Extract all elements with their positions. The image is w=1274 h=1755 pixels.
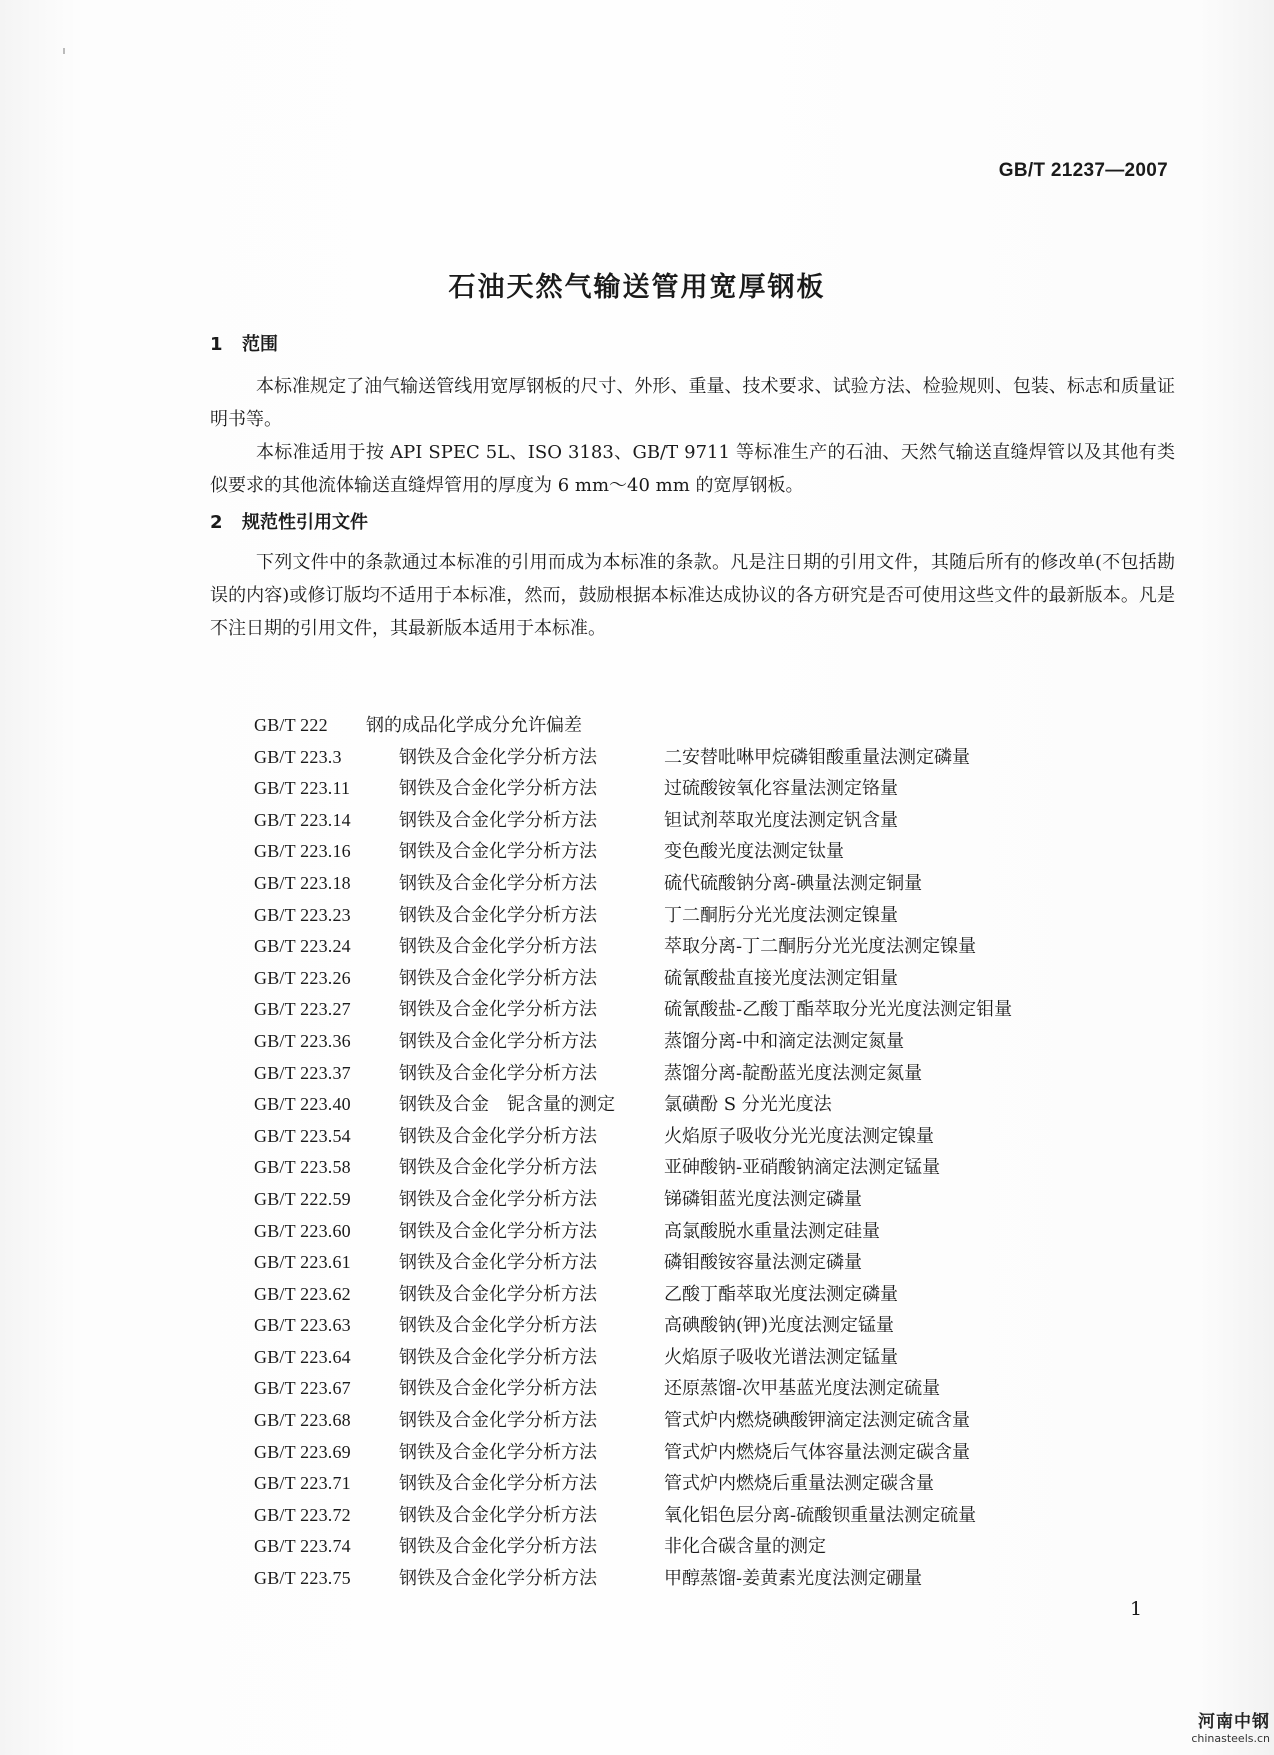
- reference-code: GB/T 223.18: [254, 872, 351, 893]
- section-1-paragraph-1: 本标准规定了油气输送管线用宽厚钢板的尺寸、外形、重量、技术要求、试验方法、检验规则、包装、标志和质量证明书等。: [210, 376, 1175, 430]
- standard-code-header: GB/T 21237—2007: [998, 160, 1168, 181]
- reference-code: GB/T 223.63: [254, 1315, 351, 1336]
- reference-code: GB/T 223.27: [254, 999, 351, 1020]
- reference-title: 硫氰酸盐-乙酸丁酯萃取分光光度法测定钼量: [664, 999, 1013, 1021]
- reference-series: 钢铁及合金化学分析方法: [399, 967, 597, 989]
- reference-item: [254, 1310, 1134, 1342]
- reference-title: 萃取分离-丁二酮肟分光光度法测定镍量: [664, 936, 977, 958]
- reference-item: [254, 1342, 1134, 1374]
- reference-code: GB/T 223.62: [254, 1283, 351, 1304]
- watermark-brand: 河南中钢: [1198, 1712, 1270, 1732]
- reference-code: GB/T 223.72: [254, 1504, 351, 1525]
- reference-title: 管式炉内燃烧后气体容量法测定碳含量: [664, 1441, 970, 1463]
- reference-series: 钢铁及合金化学分析方法: [399, 809, 597, 831]
- reference-code: GB/T 223.58: [254, 1157, 351, 1178]
- reference-item: [254, 1279, 1134, 1311]
- reference-code: GB/T 223.69: [254, 1441, 351, 1462]
- reference-item: [254, 1500, 1134, 1532]
- reference-item: [254, 773, 1134, 805]
- watermark-logo: [1152, 1712, 1270, 1746]
- reference-title: 过硫酸铵氧化容量法测定铬量: [664, 778, 898, 800]
- reference-series: 钢铁及合金化学分析方法: [399, 1125, 597, 1147]
- reference-item: [254, 1247, 1134, 1279]
- reference-series: 钢铁及合金化学分析方法: [399, 1252, 597, 1274]
- section-1-heading: [210, 330, 278, 356]
- reference-item: [254, 836, 1134, 868]
- reference-title: 锑磷钼蓝光度法测定磷量: [664, 1188, 862, 1210]
- reference-code: GB/T 223.71: [254, 1473, 351, 1494]
- reference-code: GB/T 223.11: [254, 778, 351, 799]
- reference-series: 钢铁及合金化学分析方法: [399, 1030, 597, 1052]
- reference-title: 钢的成品化学成分允许偏差: [366, 715, 582, 736]
- reference-series: 钢铁及合金化学分析方法: [399, 1568, 597, 1590]
- reference-code: GB/T 223.61: [254, 1252, 351, 1273]
- reference-item: [254, 742, 1134, 774]
- reference-item: [254, 1531, 1134, 1563]
- reference-title: 钽试剂萃取光度法测定钒含量: [664, 809, 898, 831]
- reference-title: 高氯酸脱水重量法测定硅量: [664, 1220, 880, 1242]
- reference-title: 硫氰酸盐直接光度法测定钼量: [664, 967, 898, 989]
- reference-title: 二安替吡啉甲烷磷钼酸重量法测定磷量: [664, 746, 970, 768]
- section-number: 1: [210, 334, 223, 355]
- section-1-paragraph-2: 本标准适用于按 API SPEC 5L、ISO 3183、GB/T 9711 等标准生产的石油、天然气输送直缝焊管以及其他有类似要求的其他流体输送直缝焊管用的厚度为 6 mm～40 mm 的宽厚钢板。: [210, 442, 1175, 496]
- reference-item: [254, 1089, 1134, 1121]
- reference-series: 钢铁及合金化学分析方法: [399, 1062, 597, 1084]
- reference-title: 磷钼酸铵容量法测定磷量: [664, 1252, 862, 1274]
- reference-code: GB/T 223.40: [254, 1094, 351, 1115]
- scan-speck: [63, 48, 65, 54]
- reference-item: [254, 1152, 1134, 1184]
- reference-item: [254, 1121, 1134, 1153]
- reference-code: GB/T 223.3: [254, 746, 342, 767]
- reference-item: [254, 1216, 1134, 1248]
- reference-code: GB/T 223.26: [254, 967, 351, 988]
- reference-item: [254, 868, 1134, 900]
- reference-item: [254, 900, 1134, 932]
- reference-title: 亚砷酸钠-亚硝酸钠滴定法测定锰量: [664, 1157, 941, 1179]
- section-2-paragraph-1: 下列文件中的条款通过本标准的引用而成为本标准的条款。凡是注日期的引用文件，其随后所有的修改单(不包括勘误的内容)或修订版均不适用于本标准，然而，鼓励根据本标准达成协议的各方研究是否可使用这些文件的最新版本。凡是不注日期的引用文件，其最新版本适用于本标准。: [210, 552, 1175, 639]
- reference-code: GB/T 222: [254, 715, 328, 735]
- section-number: 2: [210, 512, 223, 533]
- reference-series: 钢铁及合金化学分析方法: [399, 1473, 597, 1495]
- reference-series: 钢铁及合金 铌含量的测定: [399, 1094, 615, 1116]
- watermark-url: chinasteels.cn: [1191, 1732, 1270, 1745]
- reference-title: 氧化铝色层分离-硫酸钡重量法测定硫量: [664, 1504, 977, 1526]
- reference-series: 钢铁及合金化学分析方法: [399, 936, 597, 958]
- reference-item: [254, 963, 1134, 995]
- reference-item: [254, 1563, 1134, 1595]
- reference-item: [254, 1026, 1134, 1058]
- reference-title: 乙酸丁酯萃取光度法测定磷量: [664, 1283, 898, 1305]
- reference-code: GB/T 223.37: [254, 1062, 351, 1083]
- reference-series: 钢铁及合金化学分析方法: [399, 999, 597, 1021]
- reference-series: 钢铁及合金化学分析方法: [399, 904, 597, 926]
- reference-code: GB/T 223.67: [254, 1378, 351, 1399]
- reference-item: [254, 1437, 1134, 1469]
- reference-code: GB/T 223.68: [254, 1410, 351, 1431]
- reference-series: 钢铁及合金化学分析方法: [399, 1410, 597, 1432]
- reference-item: [254, 1373, 1134, 1405]
- reference-item: [254, 1058, 1134, 1090]
- reference-code: GB/T 223.14: [254, 809, 351, 830]
- reference-series: 钢铁及合金化学分析方法: [399, 1220, 597, 1242]
- reference-code: GB/T 223.36: [254, 1030, 351, 1051]
- reference-code: GB/T 223.60: [254, 1220, 351, 1241]
- reference-title: 硫代硫酸钠分离-碘量法测定铜量: [664, 872, 923, 894]
- reference-title: 非化合碳含量的测定: [664, 1536, 826, 1558]
- reference-title: 火焰原子吸收分光光度法测定镍量: [664, 1125, 934, 1147]
- section-title: 规范性引用文件: [242, 512, 368, 533]
- reference-series: 钢铁及合金化学分析方法: [399, 841, 597, 863]
- reference-title: 管式炉内燃烧后重量法测定碳含量: [664, 1473, 934, 1495]
- reference-code: GB/T 222.59: [254, 1188, 351, 1209]
- reference-code: GB/T 223.74: [254, 1536, 351, 1557]
- reference-title: 火焰原子吸收光谱法测定锰量: [664, 1346, 898, 1368]
- reference-code: GB/T 223.64: [254, 1346, 351, 1367]
- reference-series: 钢铁及合金化学分析方法: [399, 1188, 597, 1210]
- reference-title: 氯磺酚 S 分光光度法: [664, 1094, 832, 1116]
- reference-title: 变色酸光度法测定钛量: [664, 841, 844, 863]
- reference-title: 丁二酮肟分光光度法测定镍量: [664, 904, 898, 926]
- reference-series: 钢铁及合金化学分析方法: [399, 778, 597, 800]
- document-title: 石油天然气输送管用宽厚钢板: [448, 272, 826, 303]
- reference-title: 甲醇蒸馏-姜黄素光度法测定硼量: [664, 1568, 923, 1590]
- reference-series: 钢铁及合金化学分析方法: [399, 1504, 597, 1526]
- reference-item: [254, 1184, 1134, 1216]
- reference-code: GB/T 223.23: [254, 904, 351, 925]
- reference-title: 管式炉内燃烧碘酸钾滴定法测定硫含量: [664, 1410, 970, 1432]
- page-number: 1: [1130, 1598, 1143, 1620]
- reference-code: GB/T 223.75: [254, 1568, 351, 1589]
- reference-item: [254, 710, 1134, 742]
- reference-series: 钢铁及合金化学分析方法: [399, 872, 597, 894]
- reference-series: 钢铁及合金化学分析方法: [399, 1441, 597, 1463]
- reference-item: [254, 1468, 1134, 1500]
- reference-title: 高碘酸钠(钾)光度法测定锰量: [664, 1315, 895, 1337]
- reference-series: 钢铁及合金化学分析方法: [399, 1315, 597, 1337]
- reference-item: [254, 931, 1134, 963]
- reference-code: GB/T 223.24: [254, 936, 351, 957]
- section-title: 范围: [242, 334, 278, 355]
- reference-series: 钢铁及合金化学分析方法: [399, 1536, 597, 1558]
- reference-code: GB/T 223.16: [254, 841, 351, 862]
- reference-series: 钢铁及合金化学分析方法: [399, 746, 597, 768]
- reference-title: 还原蒸馏-次甲基蓝光度法测定硫量: [664, 1378, 941, 1400]
- reference-title: 蒸馏分离-中和滴定法测定氮量: [664, 1030, 905, 1052]
- reference-item: [254, 805, 1134, 837]
- reference-title: 蒸馏分离-靛酚蓝光度法测定氮量: [664, 1062, 923, 1084]
- reference-series: 钢铁及合金化学分析方法: [399, 1346, 597, 1368]
- reference-code: GB/T 223.54: [254, 1125, 351, 1146]
- section-2-heading: [210, 508, 368, 534]
- reference-item: [254, 1405, 1134, 1437]
- normative-references-list: [254, 710, 1134, 1595]
- reference-item: [254, 994, 1134, 1026]
- reference-series: 钢铁及合金化学分析方法: [399, 1157, 597, 1179]
- reference-series: 钢铁及合金化学分析方法: [399, 1378, 597, 1400]
- reference-series: 钢铁及合金化学分析方法: [399, 1283, 597, 1305]
